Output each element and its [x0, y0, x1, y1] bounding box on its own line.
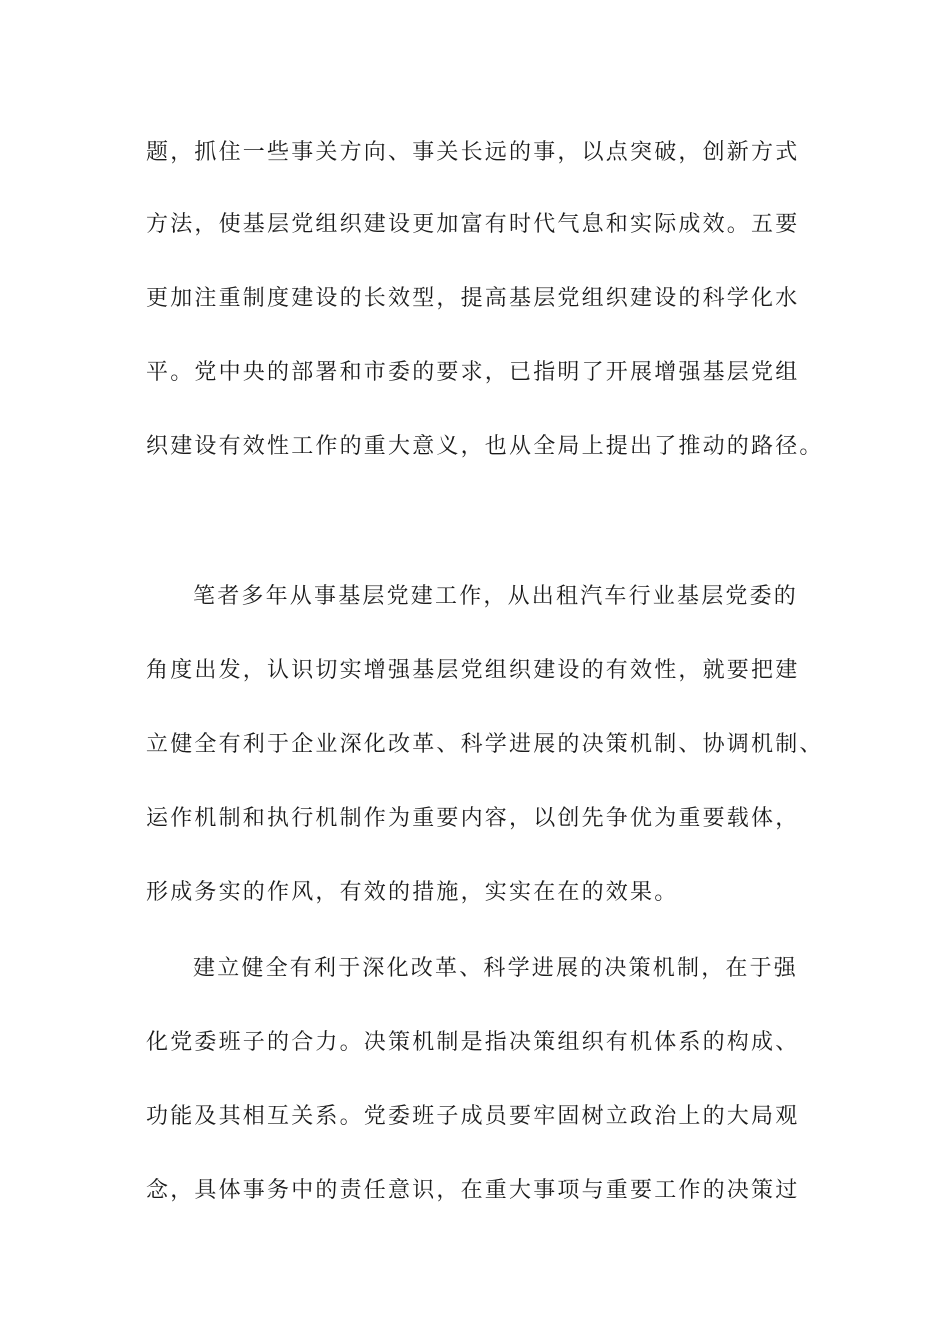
paragraph-1-line-2: 方法，使基层党组织建设更加富有时代气息和实际成效。五要 [146, 212, 800, 237]
paragraph-2-line-2: 角度出发，认识切实增强基层党组织建设的有效性，就要把建 [146, 658, 800, 683]
paragraph-3-line-1: 建立健全有利于深化改革、科学进展的决策机制，在于强 [193, 956, 799, 981]
paragraph-1-line-4: 平。党中央的部署和市委的要求，已指明了开展增强基层党组 [146, 360, 800, 385]
paragraph-1-line-3: 更加注重制度建设的长效型，提高基层党组织建设的科学化水 [146, 286, 800, 311]
paragraph-2-line-5: 形成务实的作风，有效的措施，实实在在的效果。 [146, 880, 679, 905]
paragraph-3-line-2: 化党委班子的合力。决策机制是指决策组织有机体系的构成、 [146, 1030, 800, 1055]
paragraph-2-line-1: 笔者多年从事基层党建工作，从出租汽车行业基层党委的 [193, 584, 799, 609]
paragraph-2-line-4: 运作机制和执行机制作为重要内容，以创先争优为重要载体， [146, 806, 800, 831]
paragraph-1-line-5: 织建设有效性工作的重大意义，也从全局上提出了推动的路径。 [146, 434, 824, 459]
paragraph-3-line-4: 念，具体事务中的责任意识，在重大事项与重要工作的决策过 [146, 1178, 800, 1203]
paragraph-2-line-3: 立健全有利于企业深化改革、科学进展的决策机制、协调机制、 [146, 732, 824, 757]
paragraph-3-line-3: 功能及其相互关系。党委班子成员要牢固树立政治上的大局观 [146, 1104, 800, 1129]
paragraph-1-line-1: 题，抓住一些事关方向、事关长远的事，以点突破，创新方式 [146, 140, 800, 165]
